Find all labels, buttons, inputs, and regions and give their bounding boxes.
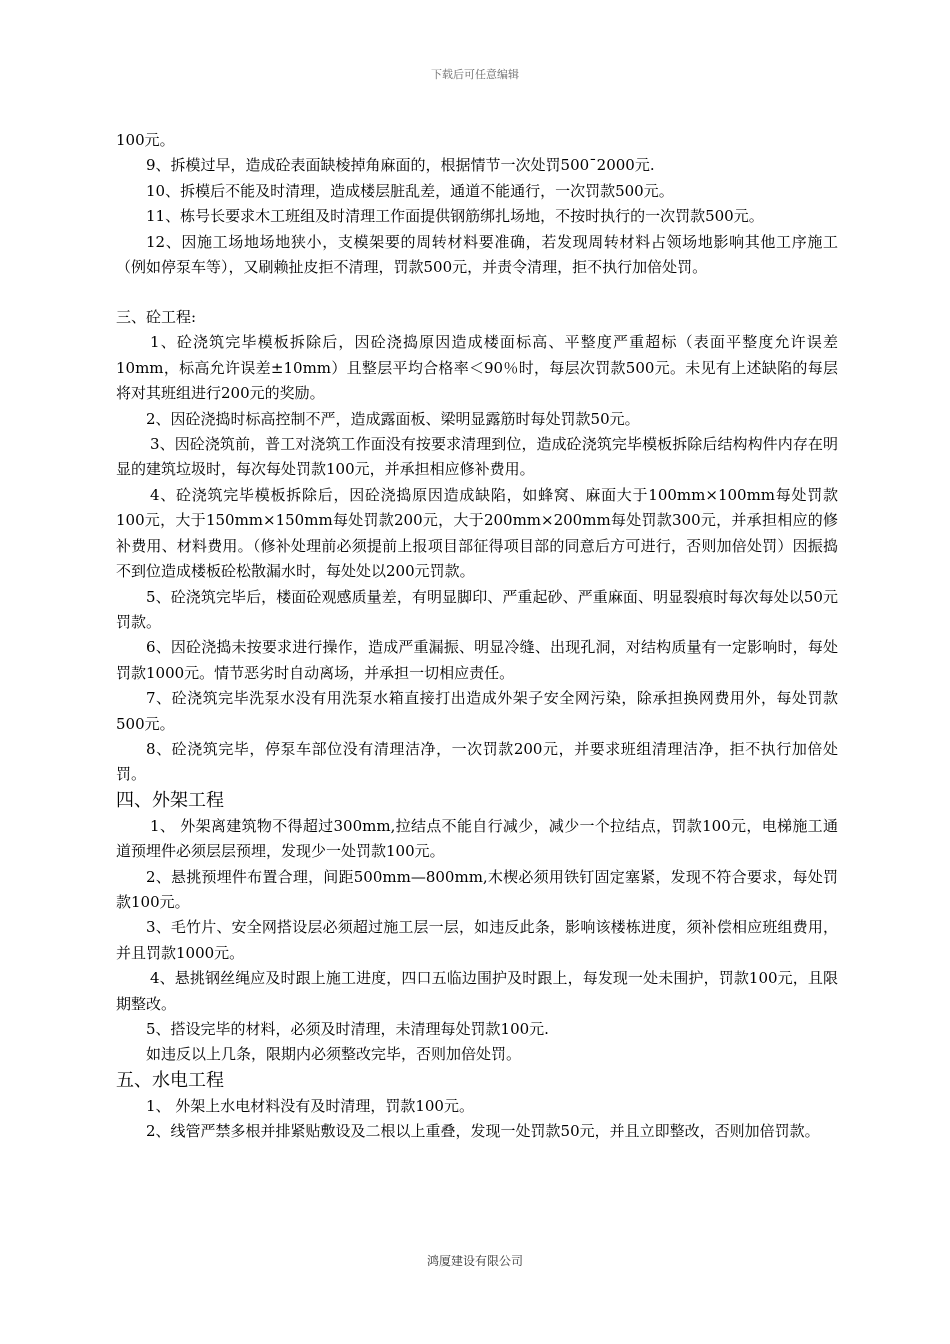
paragraph: 6、因砼浇捣未按要求进行操作，造成严重漏振、明显冷缝、出现孔洞，对结构质量有一定影响时，每处罚款1000元。情节恶劣时自动离场，并承担一切相应责任。 — [116, 638, 838, 682]
paragraph: 8、砼浇筑完毕，停泵车部位没有清理洁净，一次罚款200元，并要求班组清理洁净，拒不执行加倍处罚。 — [116, 739, 838, 784]
paragraph: 12、因施工场地场地狭小，支模架要的周转材料要准确，若发现周转材料占领场地影响其他工序施工（例如停泵车等），又刷赖扯皮拒不清理，罚款500元，并责令清理，拒不执行加倍处罚。 — [116, 232, 838, 277]
paragraph: 11、栋号长要求木工班组及时清理工作面提供钢筋绑扎场地，不按时执行的一次罚款500元。 — [146, 207, 764, 226]
paragraph: 2、线管严禁多根并排紧贴敷设及二根以上重叠，发现一处罚款50元，并且立即整改，否则加倍罚款。 — [146, 1122, 820, 1141]
paragraph: 7、砼浇筑完毕洗泵水没有用洗泵水箱直接打出造成外架子安全网污染，除承担换网费用外，每处罚款500元。 — [116, 689, 838, 733]
paragraph: 4、悬挑钢丝绳应及时跟上施工进度，四口五临边围护及时跟上，每发现一处未围护，罚款100元，且限期整改。 — [116, 969, 838, 1013]
paragraph: 3、因砼浇筑前，普工对浇筑工作面没有按要求清理到位，造成砼浇筑完毕模板拆除后结构构件内存在明显的建筑垃圾时，每次每处罚款100元，并承担相应修补费用。 — [116, 435, 838, 479]
paragraph: 1、 外架离建筑物不得超过300mm,拉结点不能自行减少，减少一个拉结点，罚款100元，电梯施工通道预埋件必须层层预埋，发现少一处罚款100元。 — [116, 816, 838, 861]
section-heading: 四、外架工程 — [116, 789, 224, 811]
paragraph: 9、拆模过早，造成砼表面缺棱掉角麻面的，根据情节一次处罚500¯2000元. — [146, 156, 655, 175]
paragraph: 2、悬挑预埋件布置合理，间距500mm—800mm,木楔必须用铁钉固定塞紧，发现不符合要求，每处罚款100元。 — [116, 867, 838, 911]
page-header: 下载后可任意编辑 — [431, 68, 519, 81]
paragraph: 2、因砼浇捣时标高控制不严，造成露面板、梁明显露筋时每处罚款50元。 — [146, 409, 640, 428]
paragraph: 如违反以上几条，限期内必须整改完毕，否则加倍处罚。 — [146, 1045, 522, 1064]
paragraph: 1、 外架上水电材料没有及时清理，罚款100元。 — [146, 1096, 474, 1115]
document-body — [116, 128, 838, 1145]
paragraph: 1、砼浇筑完毕模板拆除后，因砼浇捣原因造成楼面标高、平整度严重超标（表面平整度允许误差10mm，标高允许误差±10mm）且整层平均合格率＜90％时，每层次罚款500元。未见有上述缺陷的每层将对其班组进行200元的奖励。 — [116, 333, 838, 403]
paragraph: 4、砼浇筑完毕模板拆除后，因砼浇捣原因造成缺陷，如蜂窝、麻面大于100mm×100mm每处罚款100元，大于150mm×150mm每处罚款200元，大于200mm×200mm每处罚款300元，并承担相应的修补费用、材料费用。（修补处理前必须提前上报项目部征得项目部的同意后方可进行，否则加倍处罚）因振捣不到位造成楼板砼松散漏水时，每处处以200元罚款。 — [116, 485, 838, 581]
paragraph: 3、毛竹片、安全网搭设层必须超过施工层一层，如违反此条，影响该楼栋进度，须补偿相应班组费用，并且罚款1000元。 — [116, 918, 838, 962]
section-heading: 三、砼工程: — [116, 308, 197, 327]
paragraph: 10、拆模后不能及时清理，造成楼层脏乱差，通道不能通行，一次罚款500元。 — [146, 181, 674, 200]
paragraph: 5、搭设完毕的材料，必须及时清理，未清理每处罚款100元. — [146, 1020, 549, 1038]
page-footer: 鸿厦建设有限公司 — [426, 1254, 523, 1268]
paragraph: 100元。 — [116, 131, 175, 149]
section-heading: 五、水电工程 — [116, 1069, 224, 1091]
paragraph: 5、砼浇筑完毕后，楼面砼观感质量差，有明显脚印、严重起砂、严重麻面、明显裂痕时每次每处以50元罚款。 — [116, 587, 838, 631]
